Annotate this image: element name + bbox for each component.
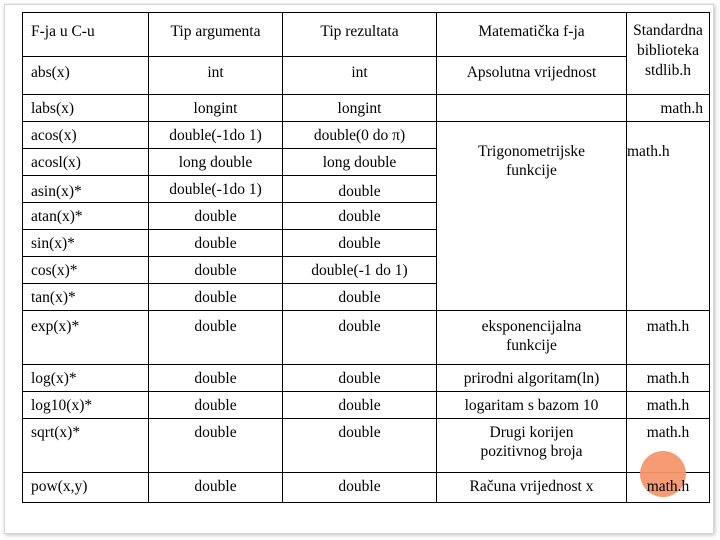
- table-row: log(x)* double double prirodni algoritam(ln) math.h: [23, 365, 710, 392]
- header-row: [23, 13, 710, 57]
- table-row: log10(x)* double double logaritam s bazom 10 math.h: [23, 392, 710, 419]
- table-row: abs(x) int int Apsolutna vrijednost: [23, 57, 710, 95]
- lib-abs: stdlib.h: [644, 62, 692, 79]
- header-math: Matematička f-ja: [437, 13, 627, 57]
- table-row: labs(x) longint longint math.h: [23, 95, 710, 122]
- table-row: acosl(x) long double long double: [23, 149, 710, 176]
- fn-abs: abs(x): [23, 57, 149, 95]
- table-row: acos(x) double(-1do 1) double(0 do π) Trigonometrijske funkcije math.h: [23, 122, 710, 149]
- table-row: atan(x)* double double: [23, 203, 710, 230]
- lib-labs: math.h: [627, 95, 710, 122]
- table-row: pow(x,y) double double Računa vrijednost x math.h: [23, 473, 710, 503]
- table-row: sqrt(x)* double double Drugi korijen pozitivnog broja math.h: [23, 419, 710, 473]
- table-row: exp(x)* double double eksponencijalna funkcije math.h: [23, 311, 710, 365]
- table-row: sin(x)* double double: [23, 230, 710, 257]
- table-row: asin(x)* double(-1do 1) double: [23, 176, 710, 203]
- lib-trig: math.h: [627, 122, 710, 311]
- math-trig: Trigonometrijske funkcije: [437, 122, 627, 311]
- math-abs: Apsolutna vrijednost: [437, 57, 627, 95]
- header-res: Tip rezultata: [283, 13, 437, 57]
- table-row: tan(x)* double double: [23, 284, 710, 311]
- header-lib: Standardna biblioteka stdlib.h: [627, 13, 710, 95]
- header-arg: Tip argumenta: [149, 13, 283, 57]
- table-row: cos(x)* double double(-1 do 1): [23, 257, 710, 284]
- functions-table: [22, 12, 710, 503]
- header-fn: F-ja u C-u: [23, 13, 149, 57]
